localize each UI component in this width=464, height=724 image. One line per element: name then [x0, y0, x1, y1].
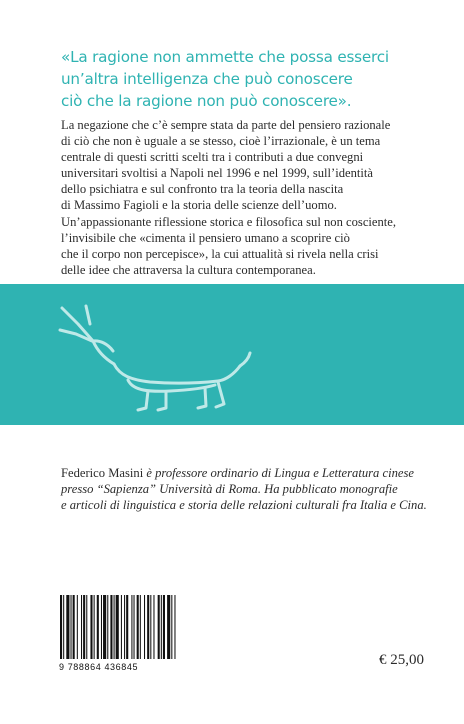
author-bio-text: presso “Sapienza” Università di Roma. Ha pubblicato monografie — [61, 482, 398, 497]
barcode-bar — [137, 595, 139, 659]
description-line: l’invisibile che «cimenta il pensiero umano a scoprire ciò — [61, 230, 350, 245]
barcode-bar — [134, 595, 135, 659]
barcode-bar — [107, 595, 108, 659]
barcode-bar — [71, 595, 72, 659]
barcode-bar — [94, 595, 95, 659]
barcode-bar — [63, 595, 64, 659]
barcode-bar — [116, 595, 119, 659]
barcode-bar — [126, 595, 128, 659]
description-line: dello psichiatra e sul confronto tra la teoria della nascita — [61, 182, 344, 197]
barcode-bar — [77, 595, 78, 659]
barcode-bar — [171, 595, 172, 659]
author-bio — [61, 465, 451, 513]
author-bio-line — [61, 481, 451, 497]
back-cover-quote — [61, 46, 451, 112]
author-bio-text: è professore ordinario di Lingua e Letteratura cinese — [143, 466, 414, 480]
isbn-number: 9 788864 436845 — [59, 662, 139, 672]
barcode-bar — [147, 595, 149, 659]
barcode-bar — [103, 595, 106, 659]
description-line: di ciò che non è uguale a se stesso, cioè l’irrazionale, è un tema — [61, 134, 381, 149]
author-name: Federico Masini — [61, 466, 144, 480]
quote-line: «La ragione non ammette che possa esserci — [61, 48, 389, 66]
isbn-barcode — [58, 595, 218, 669]
barcode-bar — [83, 595, 85, 659]
barcode-bar — [66, 595, 69, 659]
barcode-bar — [153, 595, 154, 659]
barcode-bar — [158, 595, 160, 659]
barcode-bar — [161, 595, 162, 659]
barcode-bar — [110, 595, 112, 659]
barcode-bar — [121, 595, 122, 659]
description-line: di Massimo Fagioli e la storia delle scienze dell’uomo. — [61, 198, 337, 213]
barcode-bar — [150, 595, 151, 659]
barcode-bar — [86, 595, 87, 659]
barcode-bar — [97, 595, 99, 659]
teal-illustration-band — [0, 284, 464, 425]
author-bio-line — [61, 465, 451, 481]
barcode-bar — [81, 595, 82, 659]
barcode-bar — [140, 595, 141, 659]
barcode-bar — [73, 595, 75, 659]
description-line: delle idee che attraversa la cultura contemporanea. — [61, 262, 316, 277]
quote-line: ciò che la ragione non può conoscere». — [61, 92, 352, 110]
description-line: che il corpo non percepisce», la cui attualità si rivela nella crisi — [61, 246, 379, 261]
barcode-bars — [58, 595, 218, 661]
description-line: universitari svoltisi a Napoli nel 1996 e nel 1999, sull’identità — [61, 166, 373, 181]
author-bio-line — [61, 497, 451, 513]
barcode-bar — [114, 595, 115, 659]
description-line: La negazione che c’è sempre stata da parte del pensiero razionale — [61, 118, 391, 132]
barcode-bar — [131, 595, 132, 659]
barcode-bar — [144, 595, 145, 659]
barcode-bar — [167, 595, 170, 659]
barcode-bar — [163, 595, 165, 659]
barcode-bar — [60, 595, 62, 659]
author-bio-text: e articoli di linguistica e storia delle relazioni culturali fra Italia e Cina. — [61, 498, 427, 513]
barcode-bar — [124, 595, 125, 659]
quote-line: un’altra intelligenza che può conoscere — [61, 70, 353, 88]
barcode-bar — [90, 595, 92, 659]
antelope-line-drawing-icon — [0, 284, 464, 425]
barcode-bar — [174, 595, 175, 659]
price-label: € 25,00 — [379, 652, 424, 668]
barcode-bar — [101, 595, 102, 659]
book-description — [61, 117, 421, 278]
description-line: Un’appassionante riflessione storica e filosofica sul non cosciente, — [61, 214, 397, 229]
description-line: centrale di questi scritti scelti tra i contributi a due convegni — [61, 150, 364, 165]
